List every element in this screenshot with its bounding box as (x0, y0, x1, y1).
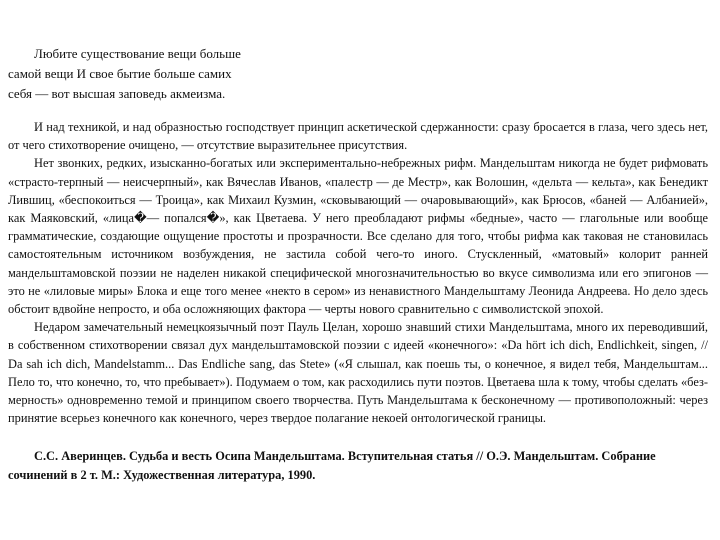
epigraph (8, 44, 708, 104)
epigraph-line: Любите существование вещи больше (34, 46, 241, 61)
source-citation: С.С. Аверинцев. Судьба и весть Осипа Мандельштама. Вступительная статья // О.Э. Мандельштам. Собрание сочинений в 2 т. М.: Художественная литература, 1990. (8, 449, 656, 483)
body-paragraph: И над техникой, и над образностью господствует принцип аскетической сдержанности: сразу бросается в глаза, чего здесь нет, от чего стихотворение очищено, — отсутствие выразительнее присутствия. (8, 120, 708, 153)
body-paragraph: Недаром замечательный немецкоязычный поэт Пауль Целан, хорошо знавший стихи Мандельштама, много их переводивший, в собственном стихотворении связал дух мандельштамовской поэзии с идеей «конечного»: «Da hört ich dich, Endlichkeit, singen, // Da sah ich dich, Mandelstamm... Das Endliche sang, das Stete» («Я слышал, как поешь ты, о конечное, я видел тебя, Мандельштам... Пело то, что конечно, то, что пребывает»). Подумаем о том, как расходились пути поэтов. Цветаева шла к тому, чтобы сделать «без-мерность» одновременно темой и принципом своего творчества. Путь Мандельштама к бесконечному — противоположный: через принятие всерьез конечного как конечного, через твердое полагание некоей онтологической границы. (8, 320, 708, 426)
body-paragraph: Нет звонких, редких, изысканно-богатых или экспериментально-небрежных рифм. Мандельштам никогда не будет рифмовать «страсто-терпный — неисчерпный», как Вячеслав Иванов, «палестр — де Местр», как Волошин, «дельта — кельта», как Бенедикт Лившиц, «беспокоиться — Троица», как Михаил Кузмин, «сковывающий — очаровывающий», как Брюсов, «баней — Албанией», как Маяковский, «лица�— попался�», как Цветаева. У него преобладают рифмы «бедные», часто — глагольные или вообще грамматические, создающие ощущение простоты и прозрачности. Все сделано для того, чтобы рифма как таковая не становилась самостоятельным источником возбуждения, не застила собой чего-то иного. Стускленный, «матовый» колорит ранней мандельштамовской поэзии не наделен никакой специфической многозначительностью во вкусе символизма или его эпигонов — это не «лиловые миры» Блока и еще того менее «некто в сером» из ненавистного Мандельштаму Леонида Андреева. Но дело здесь обстоит вдвойне непросто, и оба осложняющих фактора — черты нового сравнительно с символистской эпохой. (8, 156, 708, 317)
document-page (8, 44, 708, 485)
epigraph-line: самой вещи И свое бытие больше самих (8, 66, 232, 81)
epigraph-line: себя — вот высшая заповедь акмеизма. (8, 86, 226, 101)
